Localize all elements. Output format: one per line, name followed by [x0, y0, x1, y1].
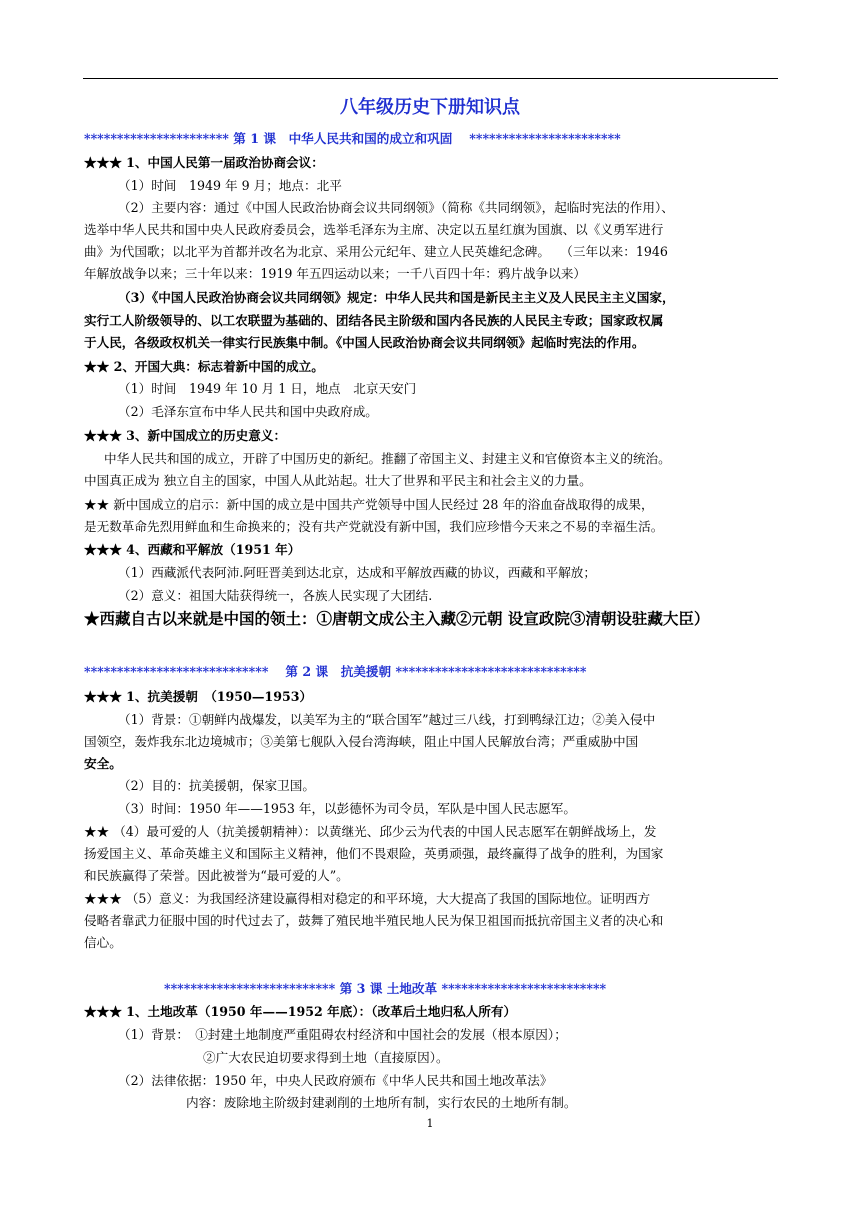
text-line: 于人民，各级政权机关一律实行民族集中制。《中国人民政治协商会议共同纲领》起临时宪法的作用。 [84, 335, 645, 350]
text-line: 是无数革命先烈用鲜血和生命换来的；没有共产党就没有新中国，我们应珍惜今天来之不易的幸福生活。 [84, 519, 664, 534]
text-line: ★★★ 1、中国人民第一届政治协商会议： [84, 155, 324, 170]
text-line: ★★ 新中国成立的启示：新中国的成立是中国共产党领导中国人民经过 28 年的浴血奋战取得的成果， [84, 497, 654, 512]
text-line: ②广大农民迫切要求得到土地（直接原因）。 [203, 1050, 449, 1065]
text-line: （2）毛泽东宣布中华人民共和国中央政府成。 [118, 404, 378, 419]
text-line: 侵略者靠武力征服中国的时代过去了，鼓舞了殖民地半殖民地人民为保卫祖国而抵抗帝国主义者的决心和 [84, 913, 664, 928]
text-line: （2）主要内容：通过《中国人民政治协商会议共同纲领》（简称《共同纲领》，起临时宪法的作用）、 [118, 200, 674, 215]
text-line: 实行工人阶级领导的、以工农联盟为基础的、团结各民主阶级和国内各民族的人民民主专政；国家政权属 [84, 313, 664, 328]
text-line: ★★★ 1、抗美援朝 （1950—1953） [84, 689, 313, 704]
text-line: 曲》为代国歌；以北平为首都并改名为北京、采用公元纪年、建立人民英雄纪念碑。 （三年以来：1946 [84, 244, 668, 259]
text-line: ********************** 第 1 课 中华人民共和国的成立和巩固 *********************** [84, 131, 621, 146]
text-line: （1）背景：①朝鲜内战爆发，以美军为主的“联合国军”越过三八线，打到鸭绿江边；②美入侵中 [118, 712, 656, 727]
text-line: ★★ 2、开国大典：标志着新中国的成立。 [84, 359, 324, 374]
text-line: 年解放战争以来；三十年以来：1919 年五四运动以来；一千八百四十年：鸦片战争以来） [84, 266, 587, 281]
text-line: ★★★ （5）意义：为我国经济建设赢得相对稳定的和平环境，大大提高了我国的国际地位。证明西方 [84, 891, 651, 906]
text-line: 安全。 [84, 756, 122, 771]
text-line: 中国真正成为 独立自主的国家，中国人从此站起。壮大了世界和平民主和社会主义的力量。 [84, 473, 592, 488]
text-line: ★★★ 1、土地改革（1950 年——1952 年底）：（改革后土地归私人所有） [84, 1004, 517, 1019]
text-line: 扬爱国主义、革命英雄主义和国际主义精神，他们不畏艰险，英勇顽强，最终赢得了战争的胜利，为国家 [84, 846, 664, 861]
text-line: 中华人民共和国的成立，开辟了中国历史的新纪。推翻了帝国主义、封建主义和官僚资本主义的统治。 [104, 451, 671, 466]
text-line: ************************** 第 3 课 土地改革 ************************* [164, 981, 607, 996]
text-line: ★★★ 4、西藏和平解放（1951 年） [84, 542, 301, 557]
top-rule [83, 78, 778, 79]
text-line: （1）时间 1949 年 9 月；地点：北平 [118, 178, 342, 193]
page-title: 八年级历史下册知识点 [340, 97, 520, 118]
text-line: （1）背景： ①封建土地制度严重阻碍农村经济和中国社会的发展（根本原因）； [118, 1027, 567, 1042]
text-line: （1）时间 1949 年 10 月 1 日，地点 北京天安门 [118, 381, 417, 396]
text-line: （3）《中国人民政治协商会议共同纲领》规定：中华人民共和国是新民主主义及人民民主主义国家， [118, 290, 675, 305]
text-line: 信心。 [84, 935, 122, 950]
text-line: （2）意义：祖国大陆获得统一，各族人民实现了大团结. [118, 588, 433, 603]
text-line: **************************** 第 2 课 抗美援朝 ***************************** [84, 664, 587, 679]
text-line: ★西藏自古以来就是中国的领土：①唐朝文成公主入藏②元朝 设宣政院③清朝设驻藏大臣） [84, 609, 710, 628]
text-line: （3）时间：1950 年——1953 年，以彭德怀为司令员，军队是中国人民志愿军。 [118, 801, 576, 816]
text-line: 选举中华人民共和国中央人民政府委员会，选举毛泽东为主席、决定以五星红旗为国旗、以《义勇军进行 [84, 222, 664, 237]
text-line: ★★★ 3、新中国成立的历史意义： [84, 428, 287, 443]
text-line: 和民族赢得了荣誉。因此被誉为“最可爱的人”。 [84, 868, 349, 883]
text-line: 国领空，轰炸我东北边境城市；③美第七舰队入侵台湾海峡，阻止中国人民解放台湾；严重威胁中国 [84, 734, 639, 749]
page-number: 1 [426, 1117, 434, 1130]
text-line: ★★ （4）最可爱的人（抗美援朝精神）：以黄继光、邱少云为代表的中国人民志愿军在朝鲜战场上，发 [84, 824, 657, 839]
text-line: （2）法律依据：1950 年，中央人民政府颁布《中华人民共和国土地改革法》 [118, 1073, 553, 1088]
text-line: （2）目的：抗美援朝，保家卫国。 [118, 778, 315, 793]
text-line: （1）西藏派代表阿沛.阿旺晋美到达北京，达成和平解放西藏的协议，西藏和平解放； [118, 565, 596, 580]
text-line: 内容：废除地主阶级封建剥削的土地所有制，实行农民的土地所有制。 [186, 1095, 577, 1110]
